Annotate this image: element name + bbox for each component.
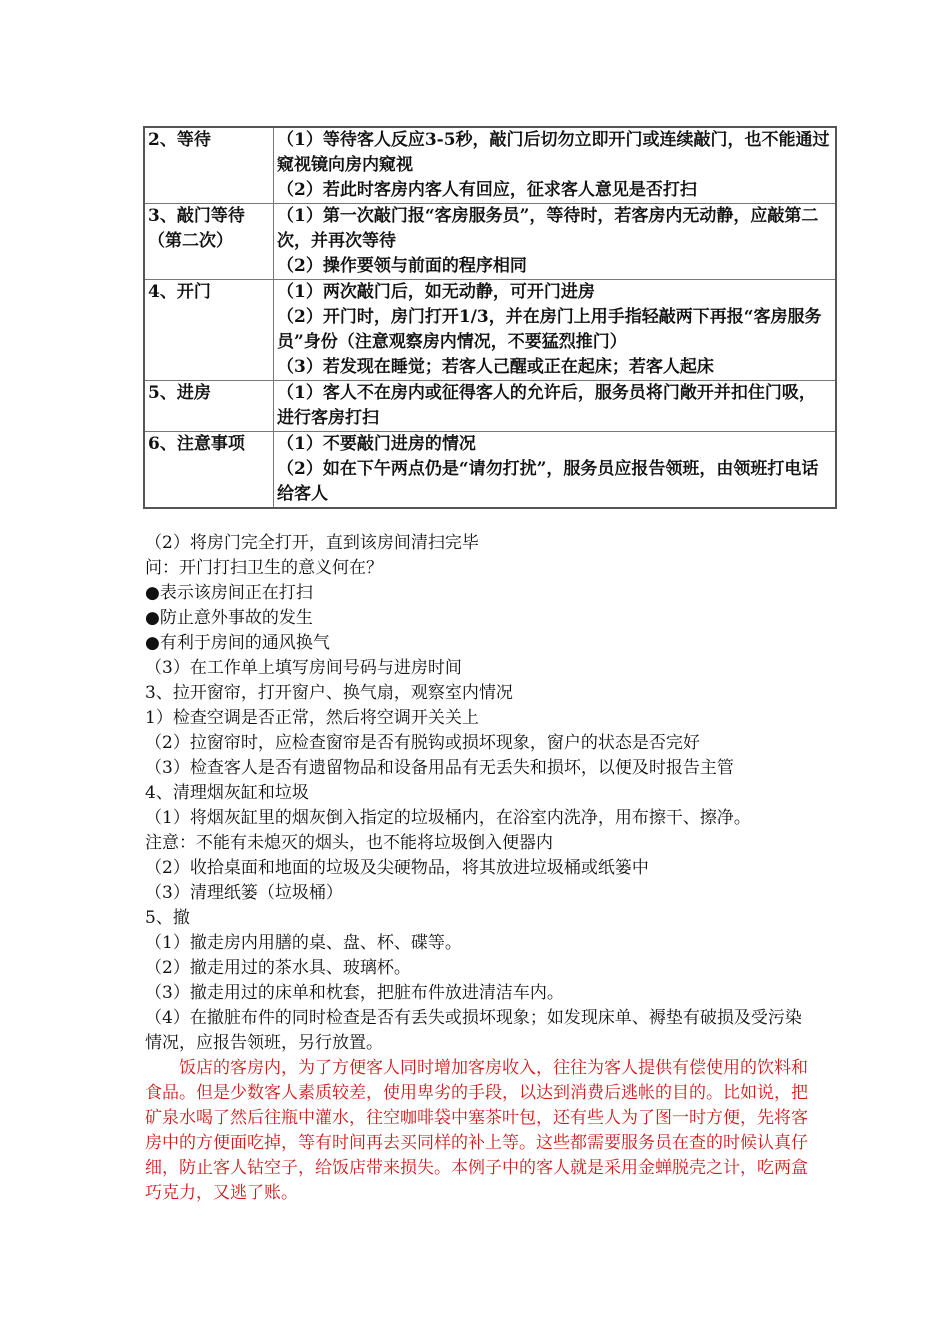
table-row (144, 381, 836, 432)
body-line: （2）撤走用过的茶水具、玻璃杯。 (145, 958, 411, 978)
step-label: 4、开门 (144, 280, 274, 381)
step-line: （2）若此时客房内客人有回应，征求客人意见是否打扫 (277, 180, 697, 200)
step-line: （1）两次敲门后，如无动静，可开门进房 (277, 282, 595, 302)
step-line: （1）客人不在房内或征得客人的允许后，服务员将门敞开并扣住门吸，进行客房打扫 (277, 383, 816, 428)
body-line: （2）拉窗帘时，应检查窗帘是否有脱钩或损坏现象，窗户的状态是否完好 (145, 733, 700, 753)
body-line: （2）将房门完全打开，直到该房间清扫完毕 (145, 533, 479, 553)
step-line: （2）如在下午两点仍是“请勿打扰”，服务员应报告领班，由领班打电话给客人 (277, 459, 819, 504)
body-line: （3）清理纸篓（垃圾桶） (145, 883, 343, 903)
step-content (274, 204, 837, 280)
step-line: （1）不要敲门进房的情况 (277, 434, 476, 454)
step-content (274, 280, 837, 381)
body-line: ●防止意外事故的发生 (145, 608, 313, 628)
body-line: 1）检查空调是否正常，然后将空调开关关上 (145, 708, 479, 728)
table-row (144, 127, 836, 204)
body-line: ●表示该房间正在打扫 (145, 583, 313, 603)
body-line: 3、拉开窗帘，打开窗户、换气扇，观察室内情况 (145, 683, 513, 703)
step-label: 5、进房 (144, 381, 274, 432)
body-line: （4）在撤脏布件的同时检查是否有丢失或损坏现象；如发现床单、褥垫有破损及受污染情况，应报告领班，另行放置。 (145, 1008, 802, 1053)
body-line: 5、撤 (145, 908, 190, 928)
body-line: （3）在工作单上填写房间号码与进房时间 (145, 658, 462, 678)
step-line: （2）开门时，房门打开1/3，并在房门上用手指轻敲两下再报“客房服务员”身份（注意观察房内情况，不要猛烈推门） (277, 307, 822, 352)
table-row (144, 280, 836, 381)
table-row (144, 204, 836, 280)
body-line: （3）撤走用过的床单和枕套，把脏布件放进清洁车内。 (145, 983, 564, 1003)
body-line: ●有利于房间的通风换气 (145, 633, 330, 653)
step-line: （3）若发现在睡觉；若客人己醒或正在起床；若客人起床 (277, 357, 714, 377)
table-row (144, 432, 836, 509)
body-line: 4、清理烟灰缸和垃圾 (145, 783, 309, 803)
body-line: （3）检查客人是否有遗留物品和设备用品有无丢失和损坏，以便及时报告主管 (145, 758, 734, 778)
step-content (274, 127, 837, 204)
procedure-table (143, 126, 837, 509)
step-label: 6、注意事项 (144, 432, 274, 509)
step-line: （2）操作要领与前面的程序相同 (277, 256, 527, 276)
step-line: （1）第一次敲门报“客房服务员”，等待时，若客房内无动静，应敲第二次，并再次等待 (277, 206, 819, 251)
case-paragraph: 饭店的客房内，为了方便客人同时增加客房收入，往往为客人提供有偿使用的饮料和食品。但是少数客人素质较差，使用卑劣的手段，以达到消费后逃帐的目的。比如说，把矿泉水喝了然后往瓶中灌水，往空咖啡袋中塞茶叶包，还有些人为了图一时方便，先将客房中的方便面吃掉，等有时间再去买同样的补上等。这些都需要服务员在查的时候认真仔细，防止客人钻空子，给饭店带来损失。本例子中的客人就是采用金蝉脱壳之计，吃两盒巧克力，又逃了账。 (145, 1058, 808, 1203)
body-text (145, 531, 835, 1056)
step-label: 3、敲门等待（第二次） (144, 204, 274, 280)
body-line: 注意：不能有未熄灭的烟头，也不能将垃圾倒入便器内 (145, 833, 553, 853)
step-label: 2、等待 (144, 127, 274, 204)
body-line: （1）撤走房内用膳的桌、盘、杯、碟等。 (145, 933, 462, 953)
body-line: （1）将烟灰缸里的烟灰倒入指定的垃圾桶内，在浴室内洗净，用布擦干、擦净。 (145, 808, 751, 828)
body-line: （2）收拾桌面和地面的垃圾及尖硬物品，将其放进垃圾桶或纸篓中 (145, 858, 649, 878)
body-line: 问：开门打扫卫生的意义何在？ (145, 558, 383, 578)
step-content (274, 432, 837, 509)
step-line: （1）等待客人反应3-5秒，敲门后切勿立即开门或连续敲门，也不能通过窥视镜向房内窥视 (277, 130, 830, 175)
step-content (274, 381, 837, 432)
